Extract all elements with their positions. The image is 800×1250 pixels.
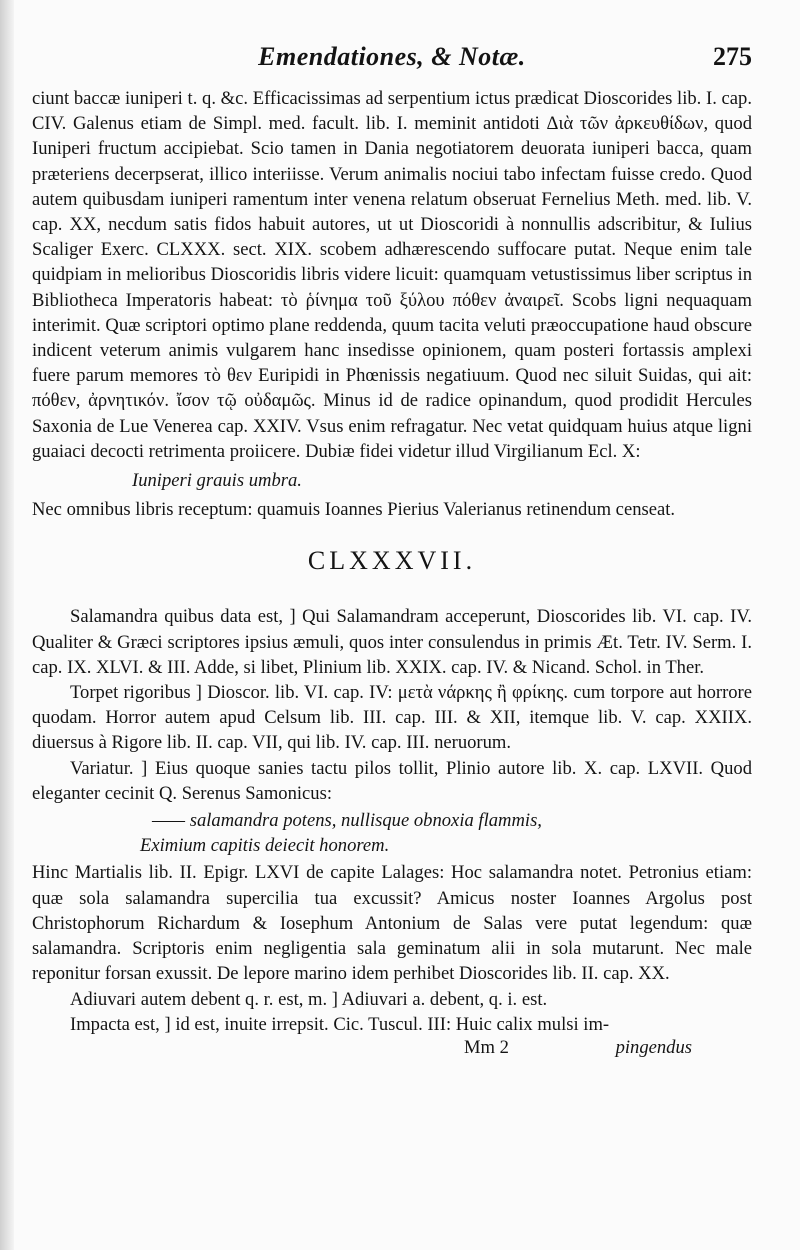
signature-mark: Mm 2: [464, 1036, 509, 1058]
section-number: CLXXXVII.: [307, 546, 477, 576]
entry-variatur: Variatur. ] Eius quoque sanies tactu pilos tollit, Plinio autore lib. X. cap. LXVII. Quod eleganter cecinit Q. Serenus Samonicus:: [32, 757, 752, 804]
page-number: 275: [713, 42, 752, 71]
verse-quote-virgil: Iuniperi grauis umbra.: [132, 470, 302, 492]
entry-adiuvari: Adiuvari autem debent q. r. est, m. ] Adiuvari a. debent, q. i. est.: [70, 988, 548, 1010]
verse-quote-serenus-1: —— salamandra potens, nullisque obnoxia flammis,: [152, 810, 542, 832]
page-footer: [32, 1037, 752, 1065]
entry-torpet: Torpet rigoribus ] Dioscor. lib. VI. cap. IV: μετὰ νάρκης ἢ φρίκης. cum torpore aut horrore quodam. Horror autem apud Celsum lib. III. cap. III. & XII, itemque lib. V. cap. XXIIX. diuersus à Rigore lib. II. cap. VII, qui lib. IV. cap. III. neruorum.: [32, 682, 752, 754]
page-gutter-shadow: [0, 0, 14, 1250]
running-head: Emendationes, & Notæ.: [258, 42, 526, 71]
paragraph-martialis: Hinc Martialis lib. II. Epigr. LXVI de capite Lalages: Hoc salamandra notet. Petronius etiam: quæ sola salamandra supercilia tua excussit? Amicus noster Ioannes Argolus post Christophorum Richardum & Iosephum Antonium de Salas vere putat legendum: quæ salamandra. Scriptoris enim negligentia sala geminatum alii in sola mutarunt. Nec male reponitur forsan exussit. De lepore marino idem perhibet Dioscorides lib. II. cap. XX.: [32, 862, 752, 985]
paragraph-iuniperus: ciunt baccæ iuniperi t. q. &c. Efficacissimas ad serpentium ictus prædicat Dioscorides lib. I. cap. CIV. Galenus etiam de Simpl. med. facult. lib. I. meminit antidoti Διὰ τῶν ἀρκευθίδων, quod Iuniperi fructum accipiebat. Scio tamen in Dania negotiatorem deuorata iuniperi bacca, quam præteriens decerpserat, illico interiisse. Verum animalis nociui tabo infectam fuisse credo. Quod autem quibusdam iuniperi ramentum inter venena relatum obseruat Fernelius Meth. med. lib. V. cap. XX, necdum satis fidos habuit autores, ut ut Dioscoridi à nonnullis adscribitur, & Iulius Scaliger Exerc. CLXXX. sect. XIX. scobem adhærescendo suffocare putat. Neque enim tale quidpiam in melioribus Dioscoridis libris videre licuit: quamquam vetustissimus liber scriptus in Bibliotheca Imperatoris habeat: τὸ ῥίνημα τοῦ ξύλου πόθεν ἀναιρεῖ. Scobs ligni nequaquam interimit. Quæ scriptori optimo plane reddenda, quum tacita veluti præoccupatione haud obscure indicent veterum animis vulgarem hanc insedisse opinionem, quam posteri fortassis amplexi fuere parum memores τὸ θεν Euripidi in Phœnissis negatiuum. Quod nec siluit Suidas, qui ait: πόθεν, ἀρνητικόν. ἴσον τῷ οὐδαμῶς. Minus id de radice opinandum, quod prodidit Hercules Saxonia de Lue Venerea cap. XXIV. Vsus enim refragatur. Nec vetat quidquam huius atque ligni guaiaci decocti retrimenta proiicere. Dubiæ fidei videtur illud Virgilianum Ecl. X:: [32, 88, 752, 462]
main-text: [32, 86, 752, 1037]
entry-salamandra: Salamandra quibus data est, ] Qui Salamandram acceperunt, Dioscorides lib. VI. cap. IV. Qualiter & Græci scriptores ipsius æmuli, quos inter consulendus in primis Æt. Tetr. IV. Serm. I. cap. IX. XLVI. & III. Adde, si libet, Plinium lib. XXIX. cap. IV. & Nicand. Schol. in Ther.: [32, 606, 752, 678]
catchword: pingendus: [615, 1036, 692, 1058]
paragraph-pierius: Nec omnibus libris receptum: quamuis Ioannes Pierius Valerianus retinendum censeat.: [32, 499, 676, 521]
entry-impacta: Impacta est, ] id est, inuite irrepsit. Cic. Tuscul. III: Huic calix mulsi im-: [70, 1013, 610, 1035]
verse-quote-serenus-2: Eximium capitis deiecit honorem.: [140, 835, 390, 857]
page-header: [32, 42, 752, 82]
